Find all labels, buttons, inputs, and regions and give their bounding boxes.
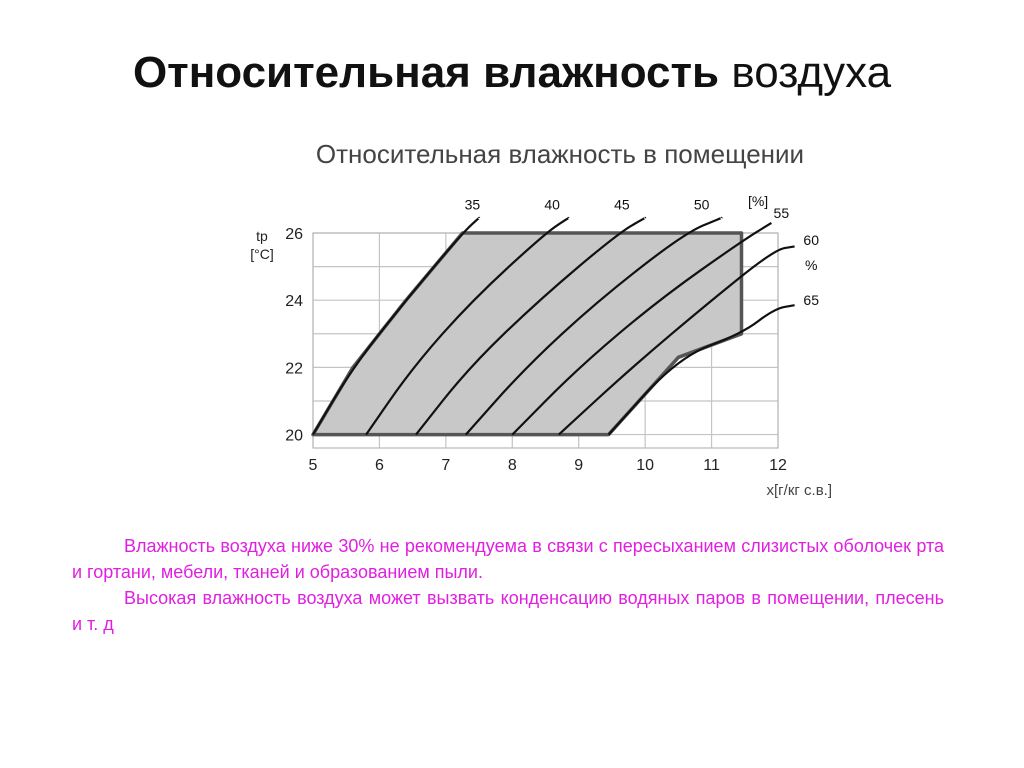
y-axis-label-1: [°C] xyxy=(250,246,274,262)
comfort-zone-area xyxy=(313,233,742,435)
y-tick-label-1: 22 xyxy=(285,360,303,378)
line-label-4: [%] xyxy=(747,193,769,210)
x-tick-label-6: 11 xyxy=(703,457,720,474)
body-text xyxy=(72,533,944,637)
line-label-7: % xyxy=(804,256,818,273)
x-axis-label: x[г/кг с.в.] xyxy=(766,482,832,499)
y-tick-label-0: 20 xyxy=(285,427,303,445)
line-label-8: 65 xyxy=(803,292,820,309)
paragraph-high-humidity: Высокая влажность воздуха может вызвать конденсацию водяных паров в помещении, плесень и т. д xyxy=(72,588,944,634)
x-tick-label-2: 7 xyxy=(441,457,451,474)
line-label-5: 55 xyxy=(773,204,790,221)
x-tick-label-7: 12 xyxy=(769,457,787,474)
line-label-2: 45 xyxy=(614,196,630,213)
line-label-3: 50 xyxy=(693,196,710,213)
line-label-6: 60 xyxy=(803,231,820,248)
x-tick-label-5: 10 xyxy=(636,457,655,474)
y-tick-label-2: 24 xyxy=(285,293,303,311)
chart-title: Относительная влажность в помещении xyxy=(315,139,805,169)
x-tick-label-3: 8 xyxy=(507,457,517,474)
x-tick-label-1: 6 xyxy=(374,457,384,474)
y-tick-label-3: 26 xyxy=(285,226,303,243)
y-axis-label-0: tp xyxy=(256,228,268,244)
x-tick-label-4: 9 xyxy=(574,457,584,474)
slide-title-rest: воздуха xyxy=(731,48,892,97)
line-label-1: 40 xyxy=(544,196,560,213)
x-tick-label-0: 5 xyxy=(308,457,318,474)
paragraph-low-humidity: Влажность воздуха ниже 30% не рекомендуема в связи с пересыханием слизистых оболочек рта и гортани, мебели, тканей и образованием пыли. xyxy=(72,536,944,582)
slide-title-bold: Относительная влажность xyxy=(132,48,720,97)
comfort-zone xyxy=(313,233,742,435)
line-label-0: 35 xyxy=(464,196,481,213)
